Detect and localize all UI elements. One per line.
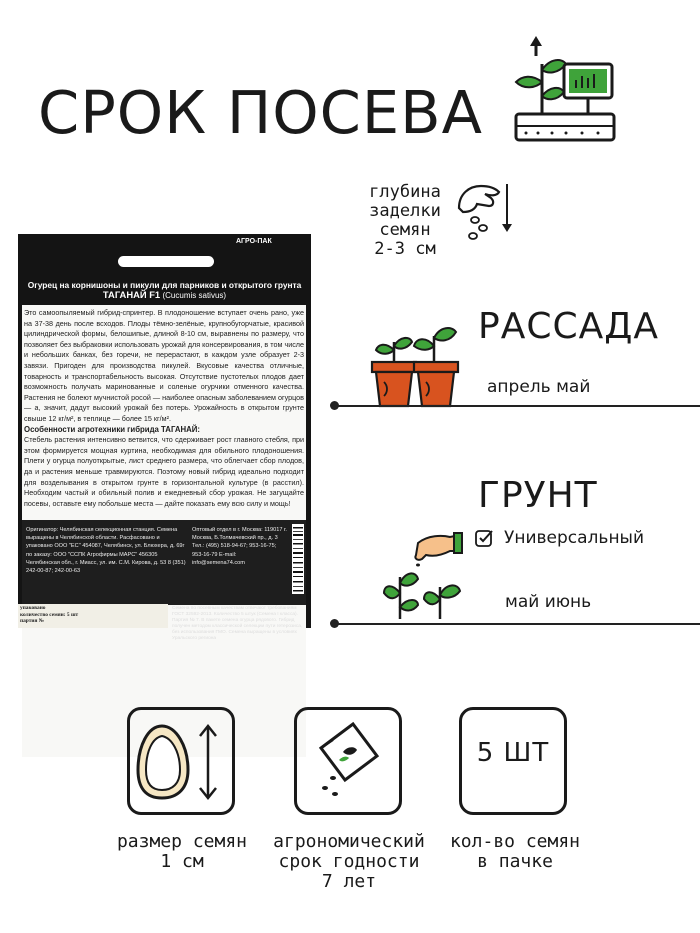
seed-packet-icon [303,716,393,806]
seedling-tray-icon [512,34,618,146]
package-info-panel [22,520,306,605]
shelf-life-card [294,707,402,815]
barcode-icon [292,524,304,594]
seed-count-value: 5 ШТ [476,738,550,768]
hand-seed-depth-icon [455,180,517,242]
check-icon [474,528,494,548]
timeline-line [334,405,700,407]
sowing-depth-label: глубина заделки семян 2-3 см [369,182,441,259]
seed-count-caption: кол-во семян в пачке [449,831,581,872]
seed-package-back [18,234,311,641]
package-originator: Оригинатор: Челябинская селекционная станция. Семена выращены в Челябинской области. Расфасовано и упаковано ООО "ЕС" 454087, Челябинск, ул. Блюхера, д. 69г по заказу: ООО "ССПК Агрофирмы МАРС" 456305 Челябинская обл., г. Миасс, ул. им. С.М. Кирова, д. 53 8 (351) 242-00-87; 242-00-63 [26,527,186,575]
package-description: Это самоопыляемый гибрид-спринтер. В плодоношение вступает очень рано, уже на 37-38 день после всходов. Плоды тёмно-зелёные, крупнобугорчатые, красивой цилиндрической формы, белошипые, длиной 8-10 см, выравнены по размеру, что позволяет без выбраковки использовать урожай для консервирования, в том числе и небольших банках, без горечи, не перерастают, в каждом узле образует 2-3 завязи. Пригоден для производства пикулей. Вкусовые качества отличные, товарность и транспортабельность высокая. Отсутствие пустотелых плодов дает возможность получать маринованные и соленые огурчики отменного качества. Растения не болеют мучнистой росой — наиболее опасным заболеванием огурцов — а, значит, дадут высокий урожай без потерь. Урожайность в открытом грунте свыше 12 кг/м², в теплице — более 15 кг/м². Особенности агротехники гибрида ТАГАНАЙ: Стебель растения интенсивно ветвится, что сдерживает рост главного стебля, при этом формируется мощная куртина, необходимая для обильного плодоношения. Плети у огурца полуоткрытые, лист среднего размера, что облегчает сбор плодов, да и растения меньше травмируются. Поэтому новый гибрид идеально подходит для возделывания в открытом грунте в горизонтальной культуре (в расстил). Необходим частый и обильный полив и ежедневный сбор урожая. Не загущайте посевы, оставьте ему побольше места — дайте показать ему всю силу и мощь! [24,308,304,508]
package-heading: Огурец на корнишоны и пикули для парников и открытого грунта ТАГАНАЙ F1 (Cucumis sativus) [27,280,302,300]
hand-planting-icon [384,529,464,621]
seed-size-caption: размер семян 1 см [116,831,248,872]
package-batch-label: упаковано количество семян: 5 шт партия № [18,604,168,628]
ground-section-title: ГРУНТ [478,475,598,516]
soil-type: Универсальный [504,528,645,548]
ground-months: май июнь [505,592,592,612]
package-brand: АГРО-ПАК [236,238,272,245]
seed-count-card [459,707,567,815]
page-title: СРОК ПОСЕВА [38,78,483,147]
seed-size-icon [136,716,226,806]
shelf-life-caption: агрономический срок годности 7 лет [273,831,425,892]
seed-size-card [127,707,235,815]
seedling-months: апрель май [487,377,591,397]
seedling-section-title: РАССАДА [478,306,659,347]
package-standard: Семена по посевным качествам отвечают требованиям ГОСТ 32592-2013. Количество 5 штук (Семена I класса). Партия № 7. В пакете семена огурца рядового. Гибрид получен методом классической селекции пути гетерозиса, без использования ГМО. Семена выращены в условиях Уральского региона [172,606,303,641]
seedling-pots-icon [370,320,462,408]
timeline-line [334,623,700,625]
package-wholesale: Оптовый отдел в г. Москва: 119017 г. Москва, Б.Толмачевский пр., д. 3 Тел.: (495) 518-94-67; 953-16-75; 953-16-79 E-mail: info@semena74.com [192,527,287,566]
